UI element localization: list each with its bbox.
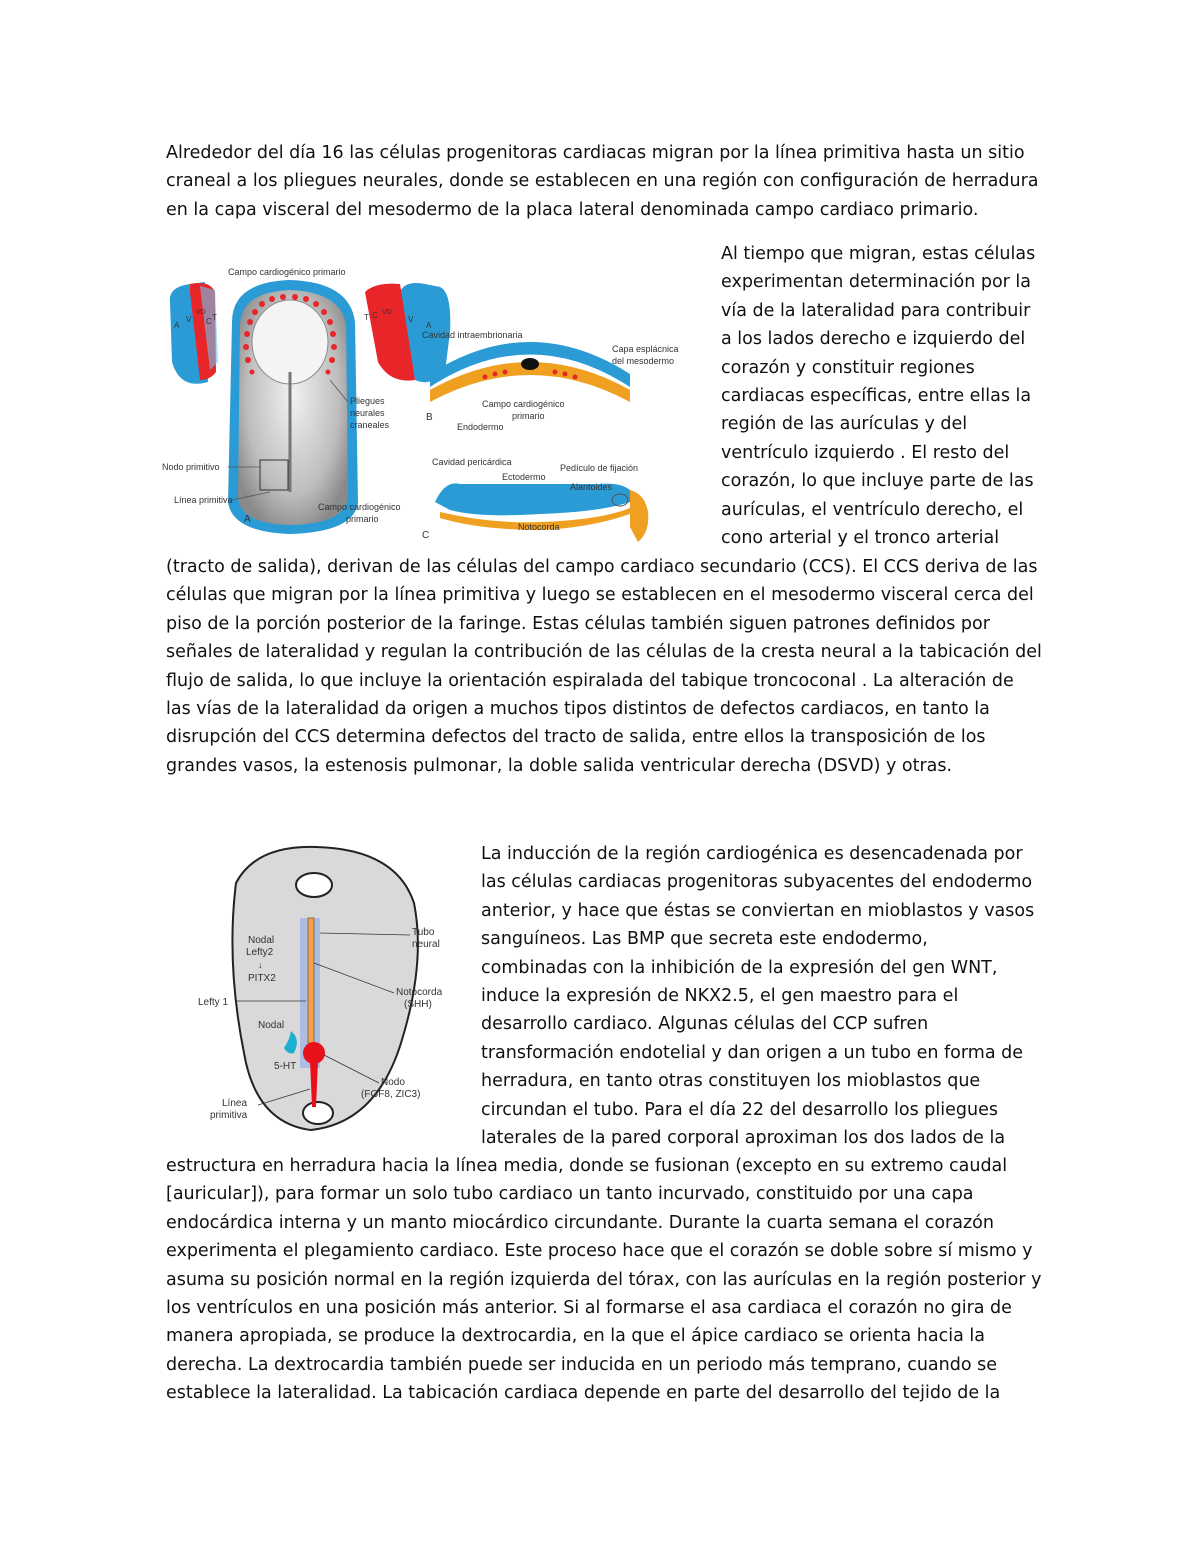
text-line: anterior, y hace que éstas se conviertan en mioblastos y vasos <box>481 900 1035 921</box>
text-line: manera apropiada, se produce la dextrocardia, en la que el ápice cardiaco se orienta hacia la <box>166 1326 985 1347</box>
label-cavidad-intra: Cavidad intraembrionaria <box>422 330 523 340</box>
panel-c-diagram <box>435 483 648 542</box>
label-notocorda: Notocorda <box>518 522 560 532</box>
text-line: región de las aurículas y del <box>721 414 968 435</box>
heart-label: T <box>364 313 369 322</box>
text-line: establece la lateralidad. La tabicación cardiaca depende en parte del desarrollo del tejido de la <box>166 1383 1001 1404</box>
label-pliegues: Pliegues <box>350 396 385 406</box>
text-line: grandes vasos, la estenosis pulmonar, la doble salida ventricular derecha (DSVD) y otras. <box>166 755 953 776</box>
label-nodo: Nodo <box>381 1077 405 1088</box>
text-line: derecha. La dextrocardia también puede ser inducida en un periodo más temprano, cuando se <box>166 1354 997 1375</box>
label-tubo-neural: neural <box>412 939 440 950</box>
text-line: flujo de salida, lo que incluye la orientación espiralada del tabique troncoconal . La alteración de <box>166 670 1014 691</box>
text-line: desarrollo cardiaco. Algunas células del CCP sufren <box>481 1014 929 1035</box>
label-ectodermo: Ectodermo <box>502 472 546 482</box>
text-line: corazón y constituir regiones <box>721 357 975 378</box>
text-line: La inducción de la región cardiogénica es desencadenada por <box>481 844 1023 864</box>
panel-label: A <box>244 514 251 525</box>
text-line: las células cardiacas progenitoras subyacentes del endodermo <box>481 872 1033 893</box>
heart-label: A <box>426 321 432 330</box>
text-line: piso de la porción posterior de la faringe. Estas células también siguen patrones definidos por <box>166 613 990 634</box>
text-line: experimentan determinación por la <box>721 272 1032 293</box>
text-line: a los lados derecho e izquierdo del <box>721 329 1026 350</box>
text-line: craneal a los pliegues neurales, donde se establecen en una región con configuración de herradura <box>166 171 1039 192</box>
label-nodo: (FGF8, ZIC3) <box>361 1089 421 1100</box>
down-arrow-icon: ↓ <box>258 960 263 970</box>
text-line: herradura, en tanto otras constituyen los mioblastos que <box>481 1071 981 1092</box>
figure-cardiogenic-field <box>160 262 700 552</box>
paragraph-2-side <box>721 240 1035 552</box>
text-line: Al tiempo que migran, estas células <box>721 244 1036 264</box>
heart-field-left <box>170 282 218 384</box>
text-line: asuma su posición normal en la región izquierda del tórax, con las aurículas en la región posterior y <box>166 1269 1042 1290</box>
text-line: vía de la lateralidad para contribuir <box>721 300 1031 321</box>
label-5ht: 5-HT <box>274 1061 297 1072</box>
text-line: en la capa visceral del mesodermo de la placa lateral denominada campo cardiaco primario. <box>166 199 979 220</box>
text-line: circundan el tubo. Para el día 22 del desarrollo los pliegues <box>481 1099 998 1120</box>
panel-label: C <box>422 530 430 541</box>
text-line: combinadas con la inhibición de la expresión del gen WNT, <box>481 957 998 978</box>
label-nodal: Nodal <box>258 1020 285 1031</box>
text-line: los ventrículos en una posición más anterior. Si al formarse el asa cardiaca el corazón no gira de <box>166 1298 1012 1319</box>
text-line: corazón, lo que incluye parte de las <box>721 471 1034 492</box>
label-lefty1: Lefty 1 <box>198 997 229 1008</box>
heart-label: V <box>408 315 414 324</box>
heart-label: V <box>186 315 192 324</box>
label-linea: Línea <box>222 1098 248 1109</box>
panel-label: B <box>426 412 433 423</box>
heart-label: VD <box>196 309 206 316</box>
primitive-node <box>303 1042 325 1064</box>
text-line: laterales de la pared corporal aproximan los dos lados de la <box>481 1128 1006 1149</box>
heart-label: C <box>206 317 212 326</box>
text-line: ventrículo izquierdo . El resto del <box>721 442 1010 463</box>
heart-label: C <box>372 311 378 320</box>
label-campo-primario: Campo cardiogénico primario <box>228 267 346 277</box>
text-line: cardiacas específicas, entre ellas la <box>721 386 1032 407</box>
text-line: experimenta el plegamiento cardiaco. Este proceso hace que el corazón se doble sobre sí mismo y <box>166 1241 1033 1262</box>
heart-label: T <box>212 313 217 322</box>
label-campo-c: Campo cardiogénico <box>318 502 401 512</box>
label-pitx2: PITX2 <box>248 973 276 984</box>
embryo-disc <box>228 280 358 534</box>
label-linea: primitiva <box>210 1110 248 1121</box>
label-alantoides: Alantoides <box>570 482 613 492</box>
paragraph-3-full <box>166 1152 1041 1408</box>
text-line: transformación endotelial y dan origen a un tubo en forma de <box>481 1042 1023 1063</box>
text-line: las vías de la lateralidad da origen a muchos tipos distintos de defectos cardiacos, en tanto la <box>166 699 990 720</box>
label-capa-esplacnica: del mesodermo <box>612 356 675 366</box>
label-tubo-neural: Tubo <box>412 927 435 938</box>
label-cavidad-peri: Cavidad pericárdica <box>432 457 512 467</box>
oral-ellipse <box>296 873 332 897</box>
label-campo-b: Campo cardiogénico <box>482 399 565 409</box>
text-line: señales de lateralidad y regulan la contribución de las células de la cresta neural a la tabicación del <box>166 642 1042 663</box>
text-line: disrupción del CCS determina defectos del tracto de salida, entre ellos la transposición de los <box>166 727 986 748</box>
text-line: endocárdica interna y un manto miocárdico circundante. Durante la cuarta semana el corazón <box>166 1212 994 1233</box>
text-line: [auricular]), para formar un solo tubo cardiaco un tanto incurvado, constituido por una capa <box>166 1184 974 1205</box>
label-pliegues: neurales <box>350 408 385 418</box>
paragraph-3-side <box>481 840 1034 1152</box>
label-nodal-lefty2: Nodal <box>248 935 275 946</box>
text-line: sanguíneos. Las BMP que secreta este endodermo, <box>481 929 928 950</box>
figure-laterality <box>196 843 458 1135</box>
text-line: induce la expresión de NKX2.5, el gen maestro para el <box>481 986 959 1007</box>
paragraph-1 <box>166 139 1039 224</box>
label-nodal-lefty2: Lefty2 <box>246 947 274 958</box>
text-line: Alrededor del día 16 las células progenitoras cardiacas migran por la línea primitiva hasta un sitio <box>166 143 1025 163</box>
neural-tube <box>308 918 314 1043</box>
label-endodermo: Endodermo <box>457 422 504 432</box>
label-capa-esplacnica: Capa esplácnica <box>612 344 679 354</box>
panel-b-diagram <box>430 342 630 402</box>
text-line: aurículas, el ventrículo derecho, el <box>721 499 1024 520</box>
text-line: estructura en herradura hacia la línea media, donde se fusionan (excepto en su extremo caudal <box>166 1156 1008 1176</box>
label-notocorda: Notocorda <box>396 987 443 998</box>
text-line: células que migran por la línea primitiva y luego se establecen en el mesodermo visceral cerca del <box>166 585 1034 606</box>
label-linea: Línea primitiva <box>174 495 233 505</box>
heart-label: VD <box>382 309 392 316</box>
label-campo-b: primario <box>512 411 545 421</box>
label-pliegues: craneales <box>350 420 390 430</box>
label-campo-c: primario <box>346 514 379 524</box>
label-nodo: Nodo primitivo <box>162 462 220 472</box>
text-line: cono arterial y el tronco arterial <box>721 528 1000 549</box>
heart-label: A <box>174 321 180 330</box>
label-notocorda: (SHH) <box>404 999 432 1010</box>
paragraph-2-full <box>166 553 1042 780</box>
cloacal-ellipse <box>303 1102 333 1124</box>
label-pediculo: Pedículo de fijación <box>560 463 639 473</box>
text-line: (tracto de salida), derivan de las células del campo cardiaco secundario (CCS). El CCS deriva de las <box>166 557 1038 577</box>
